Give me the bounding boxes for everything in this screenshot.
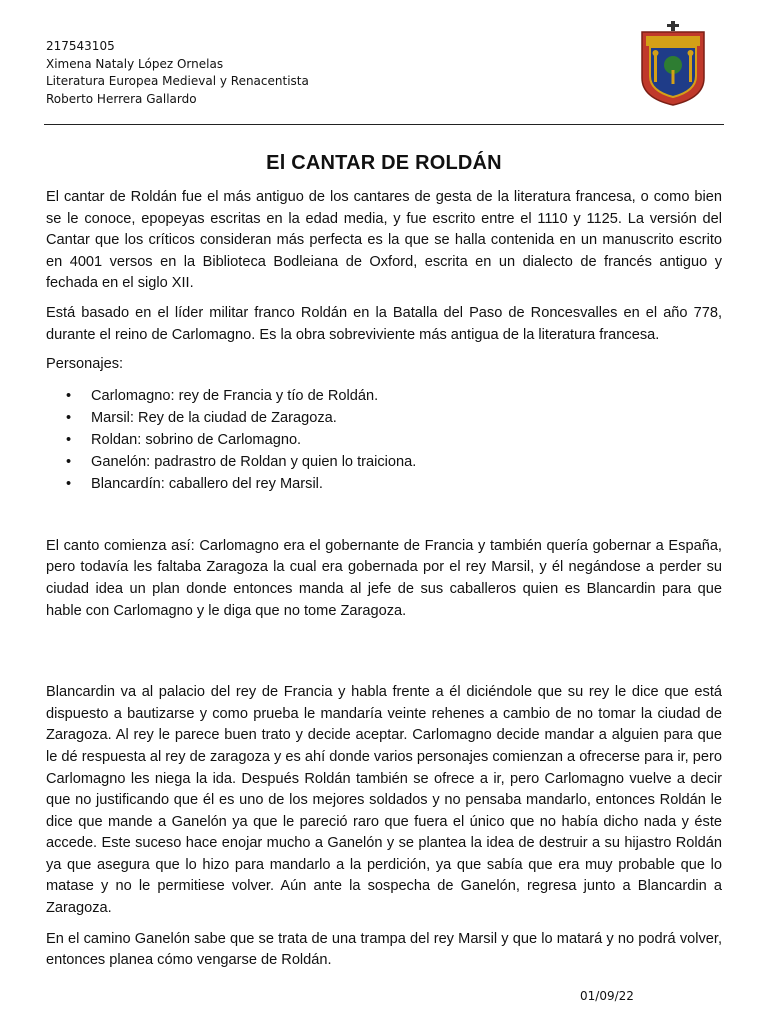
teacher-name: Roberto Herrera Gallardo	[46, 91, 197, 106]
characters-list	[46, 385, 722, 495]
paragraph-2: Está basado en el líder militar franco Roldán en la Batalla del Paso de Roncesvalles en el año 778, durante el reino de Carlomagno. Es la obra sobreviviente más antigua de la literatura francesa.	[46, 304, 722, 343]
paragraph-1: El cantar de Roldán fue el más antiguo de los cantares de gesta de la literatura francesa, o como bien se le conoce, epopeyas escritas en la edad media, y fue escrito entre el 1110 y 1125. La versión del Cantar que los críticos consideran más perfecta es la que se halla contenida en un manuscrito escrito en 4001 versos en la Biblioteca Bodleiana de Oxford, escrita en un dialecto de francés antiguo y fechada en el siglo XII.	[46, 189, 722, 292]
student-id: 217543105	[46, 39, 115, 53]
header-info	[46, 38, 309, 108]
list-item: • Ganelón: padrastro de Roldan y quien lo traiciona.	[46, 451, 722, 473]
header-divider	[44, 124, 724, 125]
paragraph-5: En el camino Ganelón sabe que se trata de una trampa del rey Marsil y que lo matará y no podrá volver, entonces planea cómo vengarse de Roldán.	[46, 930, 722, 969]
document-body	[46, 187, 722, 972]
university-coat-of-arms-icon	[636, 20, 710, 106]
characters-label: Personajes:	[46, 356, 124, 373]
paragraph-3: El canto comienza así: Carlomagno era el gobernante de Francia y también quería gobernar a España, pero todavía les faltaba Zaragoza la cual era gobernada por el rey Marsil, y él negándose a perder su ciudad idea un plan donde entonces manda al jefe de sus caballeros quien es Blancardin para que hable con Carlomagno y le diga que no tome Zaragoza.	[46, 537, 722, 619]
list-item: • Marsil: Rey de la ciudad de Zaragoza.	[46, 407, 722, 429]
document-title: El CANTAR DE ROLDÁN	[266, 152, 502, 174]
student-name: Ximena Nataly López Ornelas	[46, 56, 224, 71]
list-item: • Blancardín: caballero del rey Marsil.	[46, 473, 722, 495]
document-date: 01/09/22	[580, 989, 634, 1003]
list-item: • Carlomagno: rey de Francia y tío de Roldán.	[46, 385, 722, 407]
paragraph-4: Blancardin va al palacio del rey de Francia y habla frente a él diciéndole que su rey le dice que está dispuesto a bautizarse y como prueba le mandaría veinte rehenes a cambio de no tomar la ciudad de Zaragoza. Al rey le parece buen trato y decide aceptar. Carlomagno decide mandar a alguien para que le dé respuesta al rey de zaragoza y es ahí donde varios personajes comienzan a ofrecerse para ir, pero Carlomagno les niega la ida. Después Roldán también se ofrece a ir, pero Carlomagno vuelve a decir que no justificando que él es uno de los mejores soldados y no pensaba mandarlo, entonces Roldán le dice que mande a Ganelón ya que le pareció raro que fuera el único que no había dicho nada y éste accede. Este suceso hace enojar mucho a Ganelón y se plantea la idea de destruir a su hijastro Roldán ya que asegura que lo hizo para mandarlo a la perdición, ya que sabía que era muy probable que lo matase y no le permitiese volver. Aún ante la sospecha de Ganelón, regresa junto a Blancardin a Zaragoza.	[46, 684, 722, 917]
course-name: Literatura Europea Medieval y Renacentista	[46, 74, 309, 88]
list-item: • Roldan: sobrino de Carlomagno.	[46, 429, 722, 451]
